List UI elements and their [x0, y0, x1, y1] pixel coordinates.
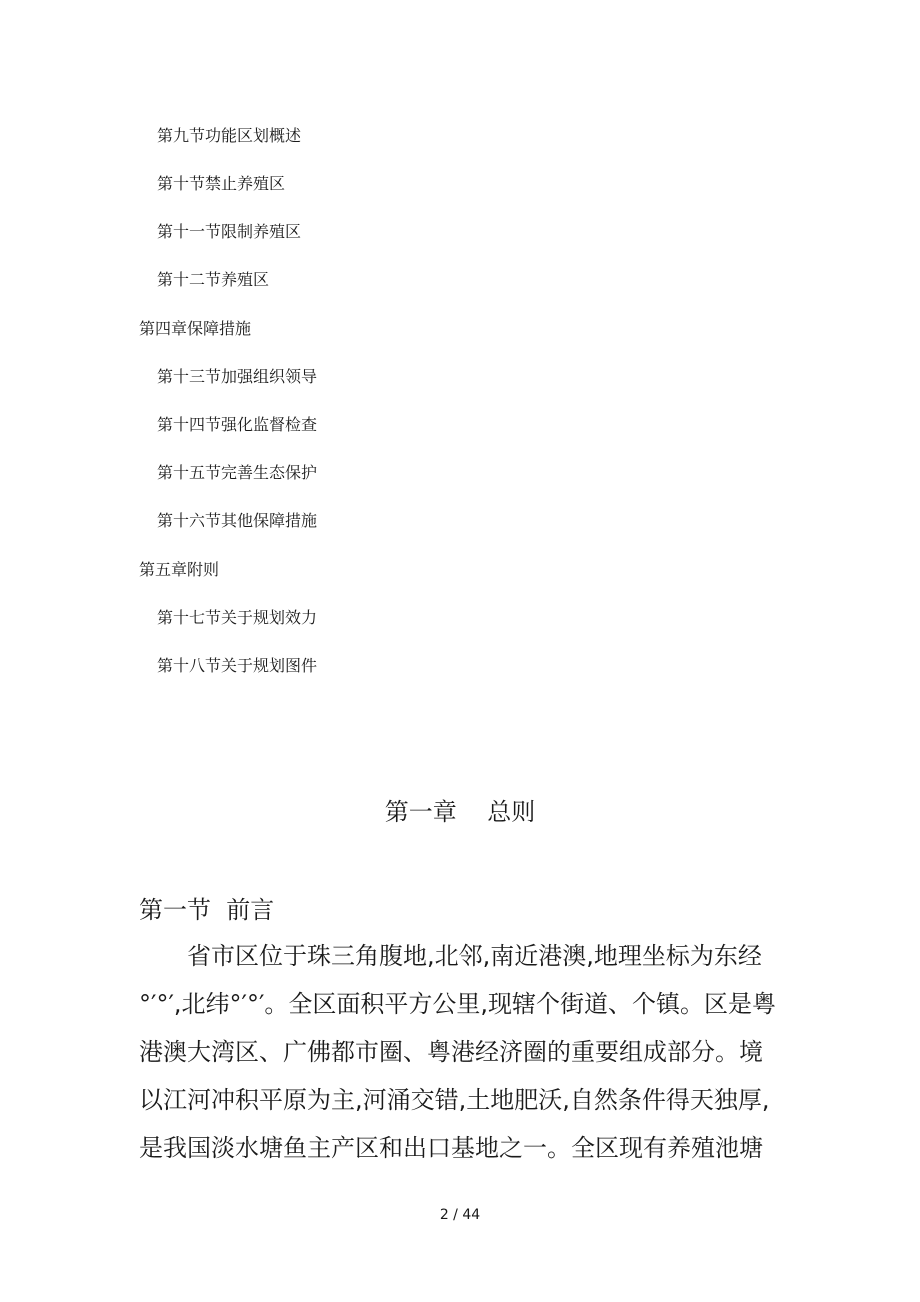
toc-section-item: 第十三节加强组织领导	[157, 367, 318, 386]
toc-section-item: 第九节功能区划概述	[157, 126, 302, 145]
toc-section-item: 第十七节关于规划效力	[157, 608, 318, 627]
body-line: 以江河冲积平原为主,河涌交错,土地肥沃,自然条件得天独厚,	[139, 1086, 770, 1114]
toc-section-item: 第十二节养殖区	[157, 270, 270, 289]
toc-section-item: 第十八节关于规划图件	[157, 656, 318, 675]
toc-section-item: 第十四节强化监督检查	[157, 415, 318, 434]
body-line: 省市区位于珠三角腹地,北邻,南近港澳,地理坐标为东经	[187, 942, 762, 970]
body-line: 是我国淡水塘鱼主产区和出口基地之一。全区现有养殖池塘	[139, 1134, 763, 1162]
toc-chapter-item: 第五章附则	[139, 560, 220, 579]
toc-chapter-item: 第四章保障措施	[139, 319, 252, 338]
toc-section-item: 第十一节限制养殖区	[157, 222, 302, 241]
toc-section-item: 第十五节完善生态保护	[157, 463, 318, 482]
toc-section-item: 第十六节其他保障措施	[157, 511, 318, 530]
page-number: 2 / 44	[439, 1207, 481, 1223]
section-title: 第一节 前言	[139, 896, 275, 924]
body-line: °′°′,北纬°′°′。全区面积平方公里,现辖个街道、个镇。区是粤	[139, 990, 777, 1018]
chapter-title: 第一章 总则	[384, 798, 536, 826]
body-line: 港澳大湾区、广佛都市圈、粤港经济圈的重要组成部分。境	[139, 1038, 763, 1066]
toc-section-item: 第十节禁止养殖区	[157, 174, 286, 193]
